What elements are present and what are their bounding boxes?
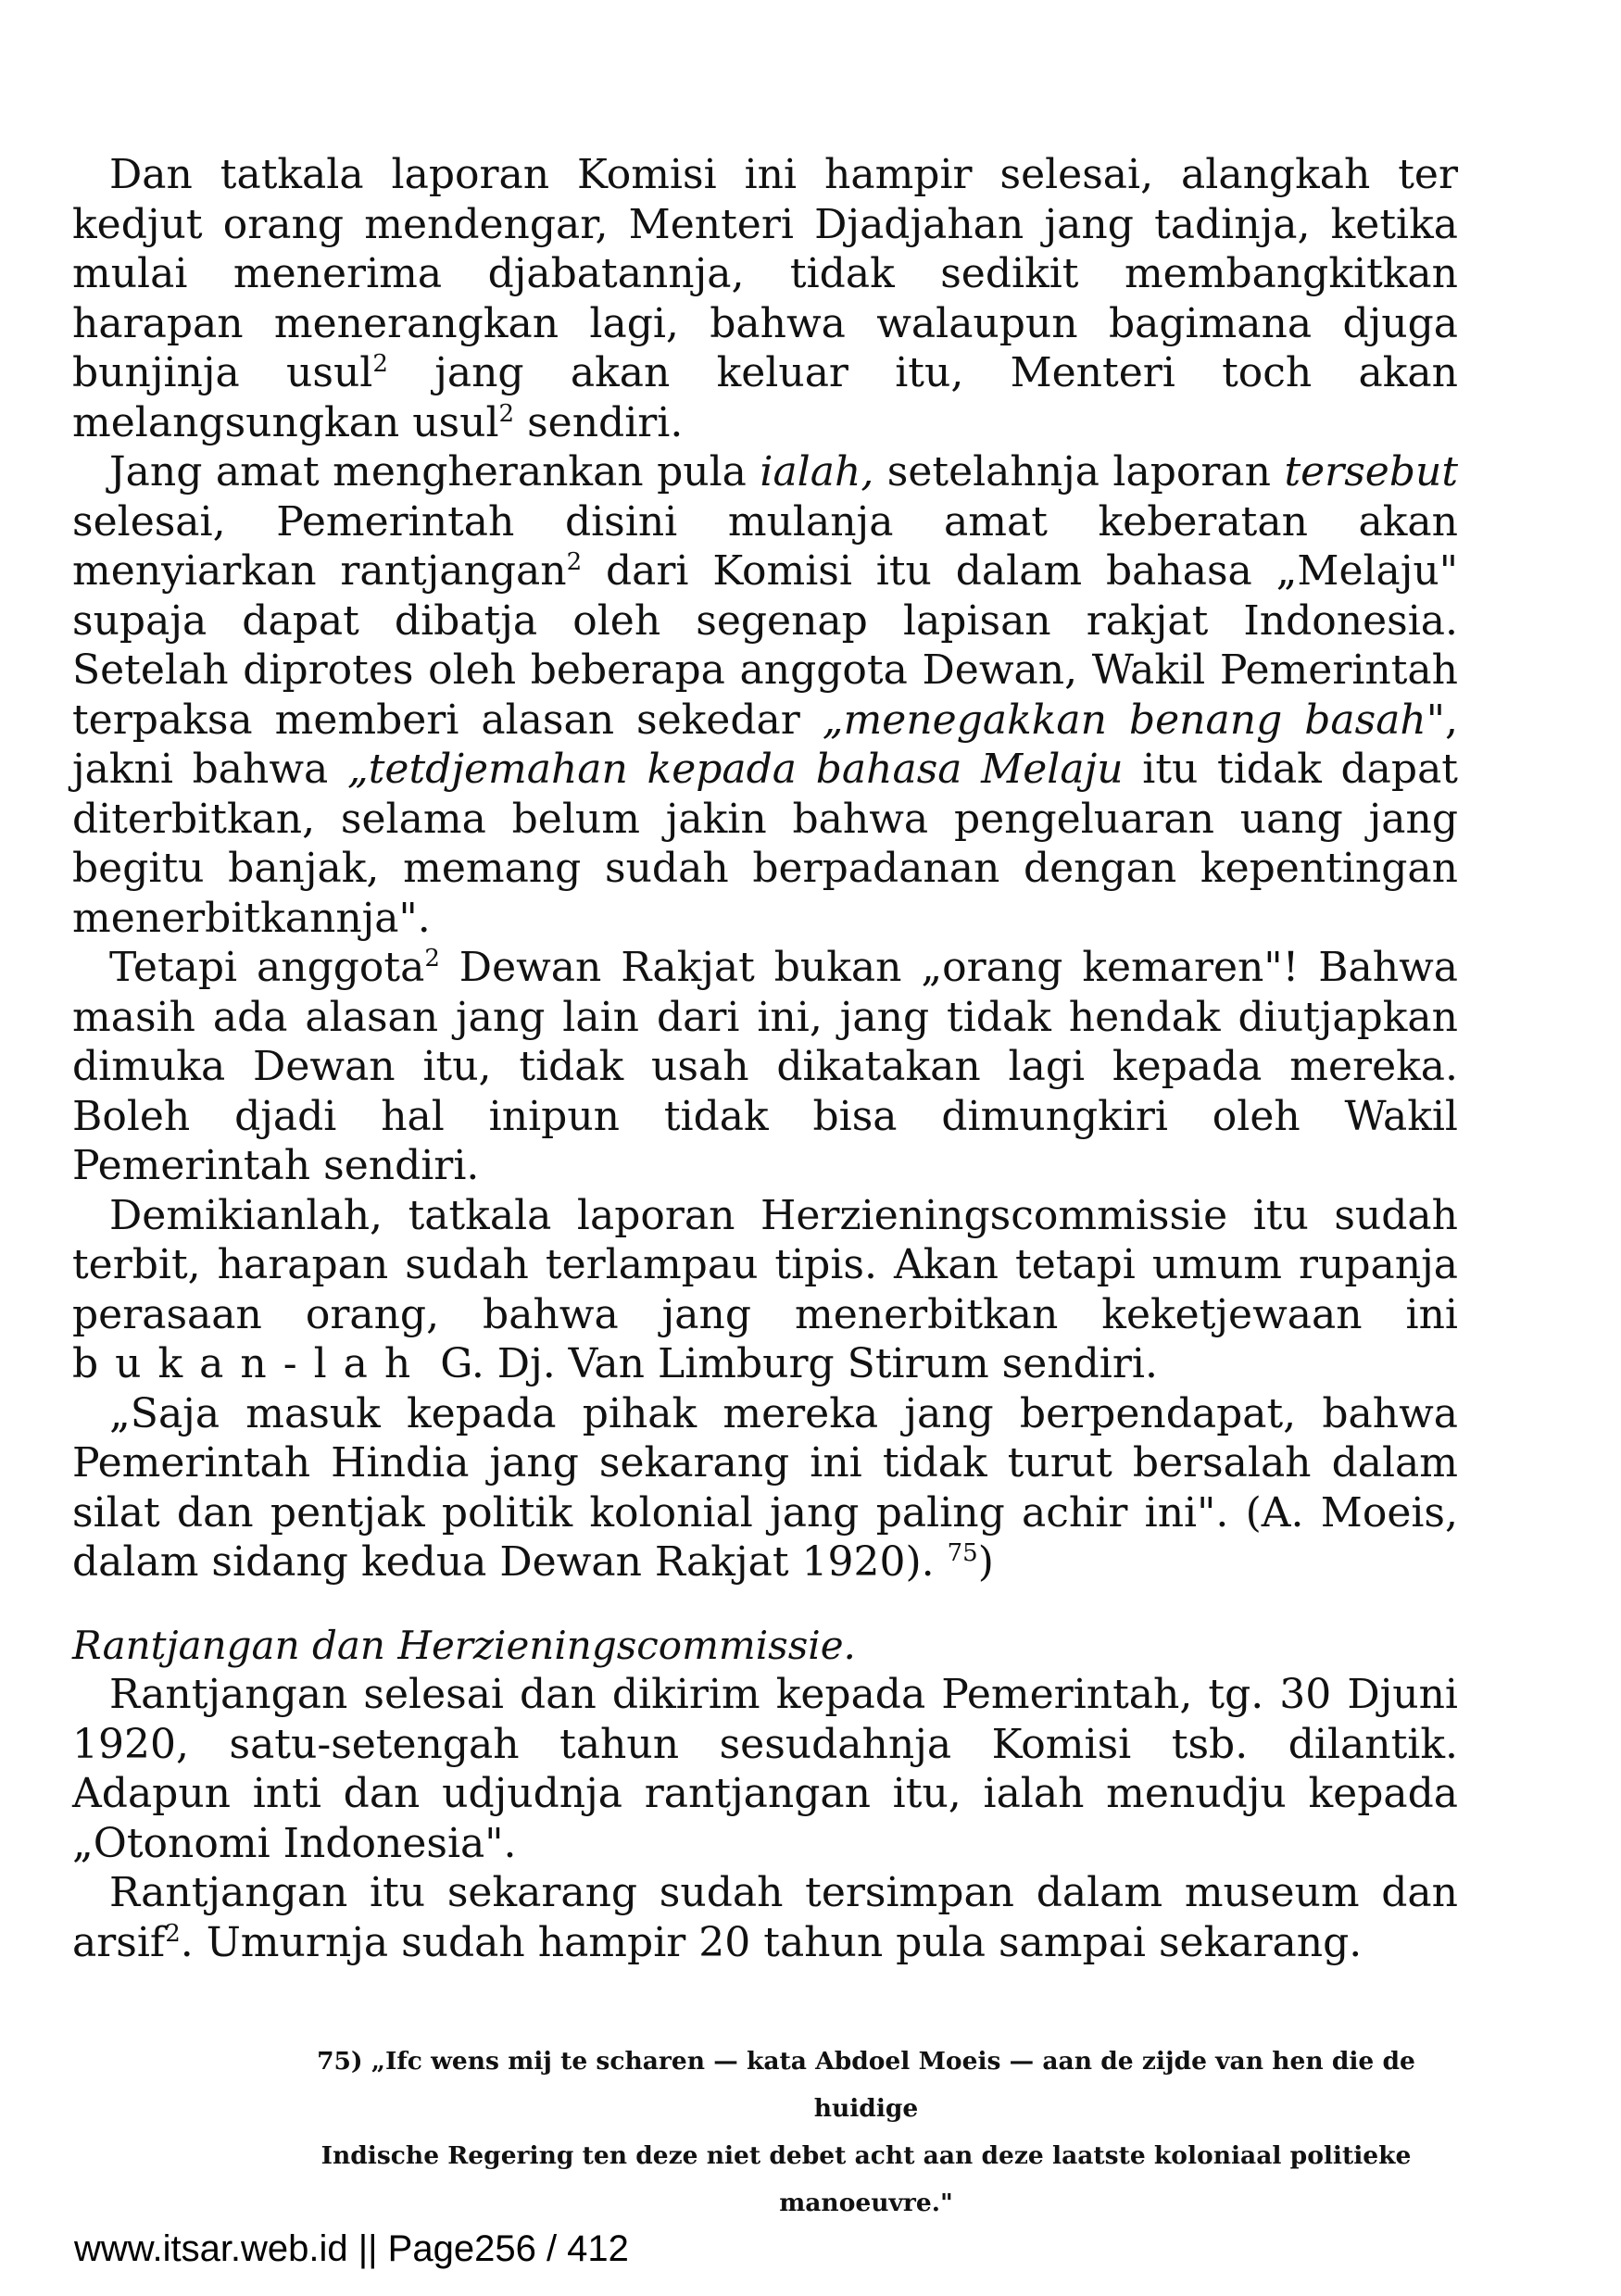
- paragraph-group-2: [72, 1670, 1458, 1967]
- footnote: [278, 2038, 1454, 2227]
- superscript: 2: [566, 548, 583, 576]
- paragraph: [72, 1670, 1458, 1868]
- paragraph: [72, 447, 1458, 943]
- italic-text: „menegakkan benang basah: [822, 696, 1426, 744]
- text-run: Jang amat mengherankan pula: [109, 448, 760, 496]
- text-run: Tetapi anggota: [109, 944, 425, 991]
- text-run: Demikianlah, tatkala laporan Herzieningscommissie itu sudah terbit, harapan sudah terlampau tipis. Akan tetapi umum rupanja perasaan orang, bahwa jang menerbitkan keketjewaan ini: [72, 1191, 1458, 1338]
- text-run: . Umurnja sudah hampir 20 tahun pula sampai sekarang.: [180, 1918, 1363, 1966]
- paragraph: [72, 150, 1458, 447]
- text-run: „Saja masuk kepada pihak mereka jang berpendapat, bahwa Pemerintah Hindia jang sekarang ini tidak turut bersalah dalam silat dan pentjak politik kolonial jang paling achir ini". (A. Moeis, dalam sidang kedua Dewan Rakjat 1920).: [72, 1389, 1458, 1586]
- footnote-line: 75) „Ifc wens mij te scharen — kata Abdoel Moeis — aan de zijde van hen die de huidige: [317, 2047, 1415, 2123]
- text-run: G. Dj. Van Limburg Stirum sendiri.: [427, 1340, 1158, 1387]
- superscript: 2: [165, 1919, 181, 1948]
- italic-text: tersebut: [1284, 448, 1459, 496]
- text-run: sendiri.: [514, 398, 684, 446]
- text-run: ): [977, 1538, 994, 1586]
- footnote-line: Indische Regering ten deze niet debet acht aan deze laatste koloniaal politieke manoeuvre.": [320, 2141, 1412, 2217]
- italic-text: „tetdjemahan kepada bahasa Melaju: [346, 746, 1124, 793]
- text-run: jang akan keluar itu, Menteri toch akan melangsungkan usul: [72, 349, 1458, 446]
- main-text: [72, 150, 1458, 1967]
- text-run: setelahnja laporan: [873, 448, 1285, 496]
- section-heading: Rantjangan dan Herzieningscommissie.: [72, 1622, 856, 1668]
- text-run: Dan tatkala laporan Komisi ini hampir selesai, alangkah ter kedjut orang mendengar, Menteri Djadjahan jang tadinja, ketika mulai menerima djabatannja, tidak sedikit membangkitkan harapan menerangkan lagi, bahwa walaupun bagimana djuga bunjinja usul: [72, 151, 1458, 396]
- italic-text: ialah,: [760, 448, 874, 496]
- page-footer: www.itsar.web.id || Page256 / 412: [74, 2228, 629, 2269]
- text-run: Rantjangan selesai dan dikirim kepada Pemerintah, tg. 30 Djuni 1920, satu-setengah tahun sesudahnja Komisi tsb. dilantik. Adapun inti dan udjudnja rantjangan itu, ialah menudju kepada „Otonomi Indonesia".: [72, 1671, 1458, 1867]
- text-run: ", jakni bahwa: [72, 696, 1459, 793]
- text-run: Dewan Rakjat bukan „orang kemaren"! Bahwa masih ada alasan jang lain dari ini, jang tidak hendak diutjapkan dimuka Dewan itu, tidak usah dikatakan lagi kepada mereka. Boleh djadi hal inipun tidak bisa dimungkiri oleh Wakil Pemerintah sendiri.: [72, 944, 1459, 1189]
- paragraph: [72, 943, 1458, 1191]
- superscript: 2: [424, 945, 440, 972]
- superscript: 2: [498, 399, 515, 428]
- text-run: dari Komisi itu dalam bahasa „Melaju" supaja dapat dibatja oleh segenap lapisan rakjat Indonesia. Setelah diprotes oleh beberapa anggota Dewan, Wakil Pemerintah terpaksa memberi alasan sekedar: [72, 547, 1459, 744]
- superscript: 75: [947, 1539, 978, 1567]
- text-run: selesai, Pemerintah disini mulanja amat keberatan akan menyiarkan rantjangan: [72, 497, 1458, 595]
- paragraph: [72, 1191, 1458, 1389]
- spaced-text: bukan-lah: [72, 1340, 428, 1387]
- superscript: 2: [372, 350, 388, 378]
- text-run: itu tidak dapat diterbitkan, selama belum jakin bahwa pengeluaran uang jang begitu banjak, memang sudah berpadanan dengan kepentingan menerbitkannja".: [72, 746, 1458, 942]
- paragraph: [72, 1389, 1458, 1587]
- paragraph-group-1: [72, 150, 1458, 1587]
- text-run: Rantjangan itu sekarang sudah tersimpan dalam museum dan arsif: [72, 1869, 1458, 1966]
- paragraph: [72, 1868, 1458, 1967]
